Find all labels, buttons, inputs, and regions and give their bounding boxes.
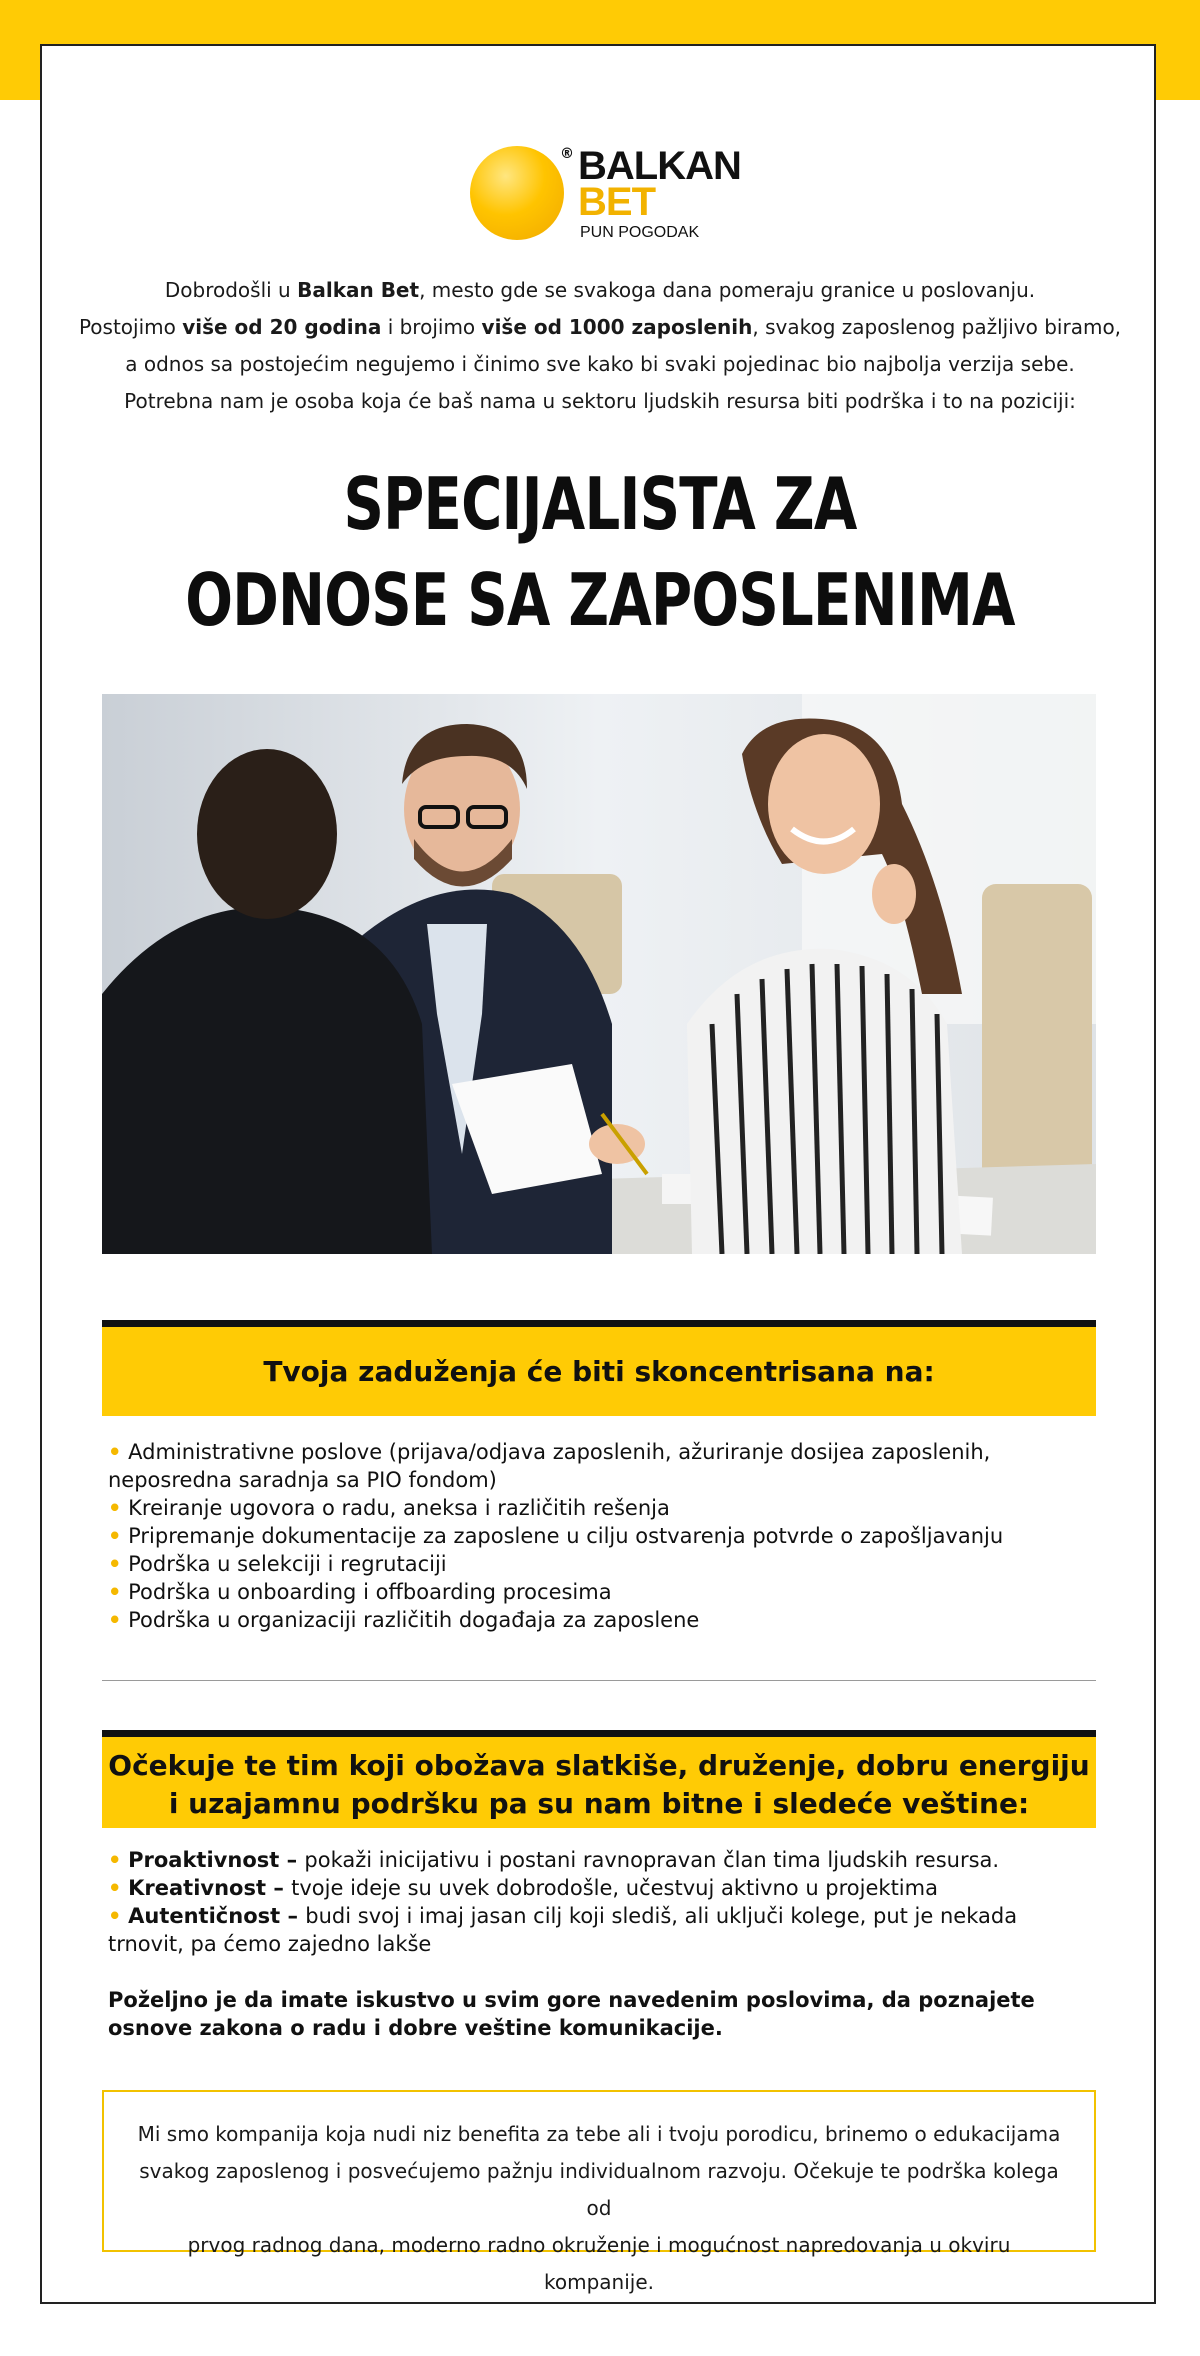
intro-line-3: a odnos sa postojećim negujemo i činimo sve kako bi svaki pojedinac bio najbolja verzija sebe.: [125, 352, 1075, 376]
skills-header: [102, 1730, 1096, 1828]
list-item: [108, 1578, 1098, 1606]
intro-line-1: [70, 272, 1130, 309]
benefits-line-3: prvog radnog dana, moderno radno okruženje i mogućnost napredovanja u okviru kompanije.: [187, 2233, 1011, 2294]
duty-text: Podrška u selekciji i regrutaciji: [128, 1552, 447, 1576]
logo-word-balkan: BALKAN: [578, 144, 741, 188]
list-item: [108, 1874, 1098, 1902]
intro-text-part: Dobrodošli u: [164, 278, 298, 302]
intro-text-part: , svakog zaposlenog pažljivo biramo,: [752, 315, 1122, 339]
skill-keyword: Proaktivnost –: [128, 1848, 305, 1872]
bullet-icon: •: [108, 1580, 122, 1604]
skill-keyword: Kreativnost –: [128, 1876, 292, 1900]
logo-tagline: PUN POGODAK: [580, 224, 700, 241]
list-item: [108, 1846, 1098, 1874]
company-name: Balkan Bet: [297, 278, 420, 302]
duty-text: Podrška u onboarding i offboarding procesima: [128, 1580, 612, 1604]
skills-header-line-2: i uzajamnu podršku pa su nam bitne i sledeće veštine:: [168, 1787, 1030, 1820]
bullet-icon: •: [108, 1876, 122, 1900]
job-title-line-2: ODNOSE SA ZAPOSLENIMA: [185, 558, 1015, 642]
intro-text-part: i brojimo: [381, 315, 482, 339]
logo-word-bet: BET: [578, 180, 655, 224]
benefits-box: [102, 2090, 1096, 2294]
duty-text: Kreiranje ugovora o radu, aneksa i različitih rešenja: [128, 1496, 670, 1520]
job-title: [179, 456, 1021, 648]
interview-photo: [102, 694, 1096, 1254]
skill-text: pokaži inicijativu i postani ravnopravan član tima ljudskih resursa.: [304, 1848, 1000, 1872]
intro-text: [70, 272, 1130, 420]
bullet-icon: •: [108, 1904, 122, 1928]
skill-text: budi svoj i imaj jasan cilj koji slediš, ali uključi kolege, put je nekada trnovit, pa ćemo zajedno lakše: [108, 1904, 1018, 1956]
intro-text-part: , mesto gde se svakoga dana pomeraju granice u poslovanju.: [419, 278, 1036, 302]
list-item: [108, 1902, 1098, 1958]
bullet-icon: •: [108, 1552, 122, 1576]
list-item: [108, 1550, 1098, 1578]
duty-text: Administrativne poslove (prijava/odjava zaposlenih, ažuriranje dosijea zaposlenih, neposredna saradnja sa PIO fondom): [108, 1440, 991, 1492]
requirement-note: Poželjno je da imate iskustvo u svim gore navedenim poslovima, da poznajete osnove zakona o radu i dobre veštine komunikacije.: [108, 1988, 1035, 2040]
skills-list: [108, 1846, 1098, 1958]
bullet-icon: •: [108, 1496, 122, 1520]
list-item: [108, 1494, 1098, 1522]
duties-list: [108, 1438, 1098, 1634]
bullet-icon: •: [108, 1524, 122, 1548]
intro-text-part: Postojimo: [78, 315, 183, 339]
logo-ball-icon: [470, 146, 564, 240]
balkan-bet-logo: [470, 146, 740, 246]
duty-text: Pripremanje dokumentacije za zaposlene u cilju ostvarenja potvrde o zapošljavanju: [128, 1524, 1004, 1548]
skill-keyword: Autentičnost –: [128, 1904, 306, 1928]
list-item: [108, 1522, 1098, 1550]
bullet-icon: •: [108, 1848, 122, 1872]
years-highlight: više od 20 godina: [182, 315, 382, 339]
skills-header-line-1: Očekuje te tim koji obožava slatkiše, druženje, dobru energiju: [108, 1749, 1090, 1782]
benefits-line-1: Mi smo kompanija koja nudi niz benefita za tebe ali i tvoju porodicu, brinemo o edukacijama: [137, 2122, 1061, 2146]
interview-photo-illustration: [102, 694, 1096, 1254]
benefits-line-2: svakog zaposlenog i posvećujemo pažnju individualnom razvoju. Očekuje te podrška kolega od: [139, 2159, 1059, 2220]
bullet-icon: •: [108, 1608, 122, 1632]
registered-mark: ®: [560, 146, 574, 162]
list-item: [108, 1438, 1098, 1494]
section-divider: [102, 1680, 1096, 1681]
intro-line-4: Potrebna nam je osoba koja će baš nama u sektoru ljudskih resursa biti podrška i to na poziciji:: [124, 389, 1076, 413]
duties-header: Tvoja zaduženja će biti skoncentrisana na:: [102, 1320, 1096, 1416]
list-item: [108, 1606, 1098, 1634]
employees-highlight: više od 1000 zaposlenih: [481, 315, 753, 339]
bullet-icon: •: [108, 1440, 122, 1464]
duty-text: Podrška u organizaciji različitih događaja za zaposlene: [128, 1608, 700, 1632]
skill-text: tvoje ideje su uvek dobrodošle, učestvuj aktivno u projektima: [291, 1876, 938, 1900]
job-title-line-1: SPECIJALISTA ZA: [343, 462, 857, 546]
intro-line-2: [70, 309, 1130, 346]
